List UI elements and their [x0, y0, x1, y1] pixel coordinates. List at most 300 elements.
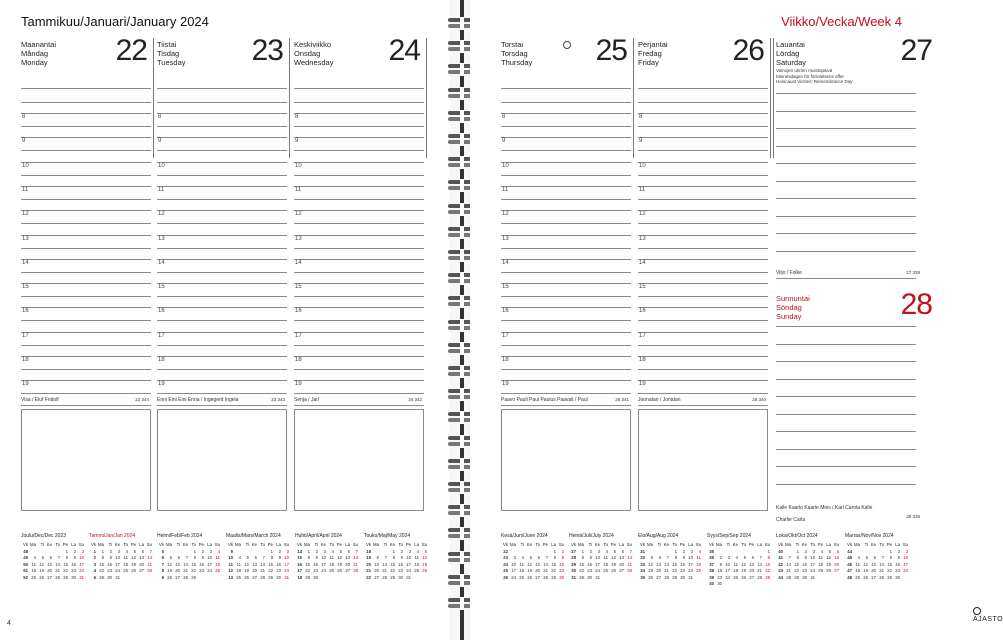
calendar-day: 8 — [307, 555, 310, 560]
week-number: 17 — [297, 568, 302, 573]
calendar-day: 8 — [65, 555, 68, 560]
calendar-day — [412, 575, 420, 582]
week-number: 38 — [709, 568, 714, 573]
half-hour-line — [157, 296, 287, 297]
week-number: 22 — [503, 548, 508, 554]
calendar-day: 11 — [818, 555, 823, 560]
calendar-day: 27 — [619, 568, 624, 573]
brand-logo-icon — [973, 607, 981, 615]
hour-label: 13 — [295, 235, 302, 242]
day-name: Sunday — [776, 312, 802, 321]
notes-box — [638, 409, 768, 511]
weekday-header: To — [398, 542, 403, 547]
calendar-day: 9 — [400, 555, 403, 560]
day-name: Lauantai — [776, 40, 805, 49]
hour-label: 16 — [639, 308, 646, 315]
hour-line — [294, 356, 424, 357]
calendar-day — [824, 575, 832, 582]
half-hour-line — [638, 296, 768, 297]
hour-line — [638, 356, 768, 357]
weekday-header: Su — [695, 542, 701, 547]
calendar-day: 16 — [587, 561, 592, 567]
day-column-sunday — [776, 288, 932, 523]
calendar-day: 7 — [759, 555, 762, 560]
hour-line — [21, 380, 151, 381]
calendar-day: 2 — [315, 548, 318, 554]
calendar-day: 21 — [55, 568, 60, 573]
calendar-day: 1 — [65, 548, 68, 554]
week-number: 8 — [161, 568, 164, 573]
mini-calendar-grid — [21, 542, 85, 581]
calendar-day: 8 — [193, 555, 196, 560]
calendar-day: 19 — [131, 561, 136, 567]
calendar-day: 9 — [109, 555, 112, 560]
day-name: Perjantai — [638, 40, 668, 49]
ring-hole — [460, 272, 464, 285]
week-number: 46 — [847, 561, 852, 567]
holiday-note: Vainojen uhrien muistopäivä — [776, 68, 833, 73]
mini-calendar-grid — [89, 542, 153, 581]
calendar-day: 17 — [207, 561, 212, 567]
calendar-day: 28 — [879, 574, 884, 580]
calendar-day — [694, 575, 702, 582]
day-names — [501, 40, 532, 67]
calendar-day: 27 — [656, 574, 661, 580]
hour-line — [21, 137, 151, 138]
hour-line — [157, 235, 287, 236]
calendar-day: 23 — [276, 568, 281, 573]
hour-label: 11 — [295, 186, 302, 193]
calendar-day: 2 — [73, 548, 76, 554]
weekday-header: Ti — [520, 542, 524, 547]
mini-calendar-title: Joulu/Dec/Dec 2023 — [21, 533, 67, 539]
calendar-day: 26 — [337, 568, 342, 573]
calendar-day: 29 — [305, 574, 310, 580]
weekday-header: Ma — [235, 542, 241, 547]
weekday-header: Ma — [304, 542, 310, 547]
mini-calendar — [364, 533, 428, 581]
calendar-day: 18 — [414, 561, 419, 567]
calendar-day: 3 — [727, 555, 730, 560]
calendar-day: 6 — [658, 555, 661, 560]
half-hour-line — [157, 345, 287, 346]
calendar-day: 17 — [595, 561, 600, 567]
weekday-header: Vk — [22, 542, 28, 547]
calendar-day: 4 — [605, 548, 608, 554]
weekday-header: Su — [764, 542, 770, 547]
day-header — [294, 34, 424, 80]
hour-line — [294, 283, 424, 284]
day-column — [157, 34, 287, 528]
hour-line — [294, 137, 424, 138]
calendar-day: 21 — [382, 568, 387, 573]
half-hour-line — [501, 199, 631, 200]
weekday-header: Pe — [267, 542, 273, 547]
calendar-day: 25 — [414, 568, 419, 573]
calendar-day: 16 — [199, 561, 204, 567]
calendar-day: 9 — [589, 555, 592, 560]
half-hour-line — [638, 345, 768, 346]
week-number: 33 — [640, 561, 645, 567]
calendar-day: 22 — [672, 568, 677, 573]
weekday-header: Ti — [314, 542, 318, 547]
day-names — [157, 40, 186, 67]
calendar-day: 31 — [810, 574, 815, 580]
calendar-day: 24 — [810, 568, 815, 573]
calendar-day: 6 — [141, 548, 144, 554]
ring-hole — [460, 179, 464, 192]
calendar-day: 13 — [619, 555, 624, 560]
hour-label: 13 — [22, 235, 29, 242]
calendar-day: 17 — [321, 561, 326, 567]
day-column — [501, 34, 631, 528]
calendar-day: 31 — [688, 574, 693, 580]
half-hour-line — [21, 175, 151, 176]
hour-line — [157, 283, 287, 284]
calendar-day: 4 — [698, 548, 701, 554]
calendar-day: 29 — [551, 574, 556, 580]
day-header — [157, 34, 287, 80]
calendar-day: 22 — [887, 568, 892, 573]
calendar-day — [609, 575, 617, 582]
hour-line — [157, 332, 287, 333]
ring-hole — [460, 342, 464, 355]
weekday-header: Pe — [817, 542, 823, 547]
hour-label: 15 — [22, 284, 29, 291]
weekday-header: Ke — [114, 542, 120, 547]
writing-line — [776, 163, 916, 164]
calendar-day: 25 — [818, 568, 823, 573]
half-hour-line — [21, 345, 151, 346]
weekday-header: Vk — [227, 542, 233, 547]
calendar-day: 5 — [865, 555, 868, 560]
calendar-day: 27 — [175, 574, 180, 580]
hour-line — [157, 356, 287, 357]
hour-label: 9 — [295, 138, 299, 145]
calendar-day: 21 — [664, 568, 669, 573]
calendar-day: 1 — [553, 548, 556, 554]
calendar-day: 4 — [521, 555, 524, 560]
half-hour-line — [157, 320, 287, 321]
calendar-day: 21 — [627, 561, 632, 567]
calendar-day: 7 — [666, 555, 669, 560]
column-divider — [773, 38, 774, 158]
weekday-header: Ke — [46, 542, 52, 547]
calendar-day: 15 — [63, 561, 68, 567]
hour-label: 18 — [502, 357, 509, 363]
weekday-header: Ti — [245, 542, 249, 547]
writing-line — [776, 344, 916, 345]
calendar-day: 22 — [765, 568, 770, 573]
calendar-day: 9 — [804, 555, 807, 560]
calendar-day: 27 — [749, 574, 754, 580]
day-name: Maanantai — [21, 40, 57, 49]
calendar-day: 8 — [581, 555, 584, 560]
calendar-day: 30 — [680, 574, 685, 580]
calendar-day — [335, 575, 343, 582]
calendar-day: 25 — [733, 574, 738, 580]
calendar-day: 6 — [537, 555, 540, 560]
week-number: 22 — [366, 574, 371, 580]
writing-line — [638, 88, 768, 89]
calendar-day: 20 — [47, 568, 52, 573]
calendar-day: 15 — [887, 561, 892, 567]
calendar-day: 9 — [719, 561, 722, 567]
week-number: 20 — [366, 561, 371, 567]
calendar-day: 15 — [305, 561, 310, 567]
calendar-day — [420, 575, 428, 582]
hour-line — [501, 186, 631, 187]
mini-calendar-grid — [707, 542, 771, 588]
mini-calendar — [295, 533, 359, 581]
calendar-day: 25 — [855, 574, 860, 580]
calendar-day: 21 — [757, 568, 762, 573]
calendar-day: 24 — [903, 568, 908, 573]
weekday-header: Su — [214, 542, 220, 547]
calendar-day: 19 — [611, 561, 616, 567]
calendar-day: 20 — [535, 568, 540, 573]
weekday-header: Ma — [578, 542, 584, 547]
day-name: Tisdag — [157, 49, 180, 58]
calendar-day: 20 — [749, 568, 754, 573]
calendar-day: 19 — [244, 568, 249, 573]
calendar-day: 16 — [559, 561, 564, 567]
mini-calendar — [21, 533, 85, 581]
half-hour-line — [157, 223, 287, 224]
calendar-day: 7 — [881, 555, 884, 560]
name-days: Viljo / Folke — [776, 270, 802, 276]
weekday-header: La — [414, 542, 419, 547]
calendar-day: 26 — [611, 568, 616, 573]
calendar-day: 10 — [810, 555, 815, 560]
calendar-day: 27 — [252, 574, 257, 580]
calendar-day: 20 — [656, 568, 661, 573]
calendar-day — [205, 575, 213, 582]
hour-label: 12 — [158, 211, 165, 218]
weekday-header: Ti — [176, 542, 180, 547]
week-number: 39 — [709, 574, 714, 580]
weekday-header: La — [276, 542, 281, 547]
calendar-day: 1 — [889, 548, 892, 554]
calendar-day: 5 — [828, 548, 831, 554]
calendar-day: 27 — [374, 574, 379, 580]
day-header — [21, 34, 151, 80]
mini-calendar-grid — [501, 542, 565, 581]
week-number: 52 — [23, 574, 28, 580]
weekday-header: To — [603, 542, 608, 547]
weekday-header: La — [139, 542, 144, 547]
day-number: 22 — [115, 34, 147, 67]
calendar-day: 4 — [735, 555, 738, 560]
weekday-header: Vk — [158, 542, 164, 547]
calendar-day: 18 — [696, 561, 701, 567]
writing-line — [776, 146, 916, 147]
calendar-day: 19 — [167, 568, 172, 573]
mini-calendar-title: Maalis/Mars/March 2024 — [226, 533, 281, 539]
calendar-day: 28 — [664, 574, 669, 580]
weekday-header: Pe — [610, 542, 616, 547]
hour-label: 18 — [158, 357, 165, 363]
mini-calendar-grid — [638, 542, 702, 581]
calendar-day — [121, 575, 129, 582]
calendar-day: 14 — [757, 561, 762, 567]
moon-phase-icon — [563, 41, 571, 49]
calendar-day: 25 — [696, 568, 701, 573]
weekday-header: Ti — [657, 542, 661, 547]
calendar-day: 26 — [167, 574, 172, 580]
calendar-day: 29 — [887, 574, 892, 580]
week-number: 15 — [297, 555, 302, 560]
hour-label: 11 — [639, 186, 646, 193]
calendar-day: 22 — [390, 568, 395, 573]
writing-line — [776, 449, 916, 450]
weekday-header: Pe — [405, 542, 411, 547]
writing-line — [776, 198, 916, 199]
week-number: 13 — [228, 574, 233, 580]
weekday-header: Su — [146, 542, 152, 547]
week-number: 12 — [228, 568, 233, 573]
week-number: 10 — [228, 555, 233, 560]
weekday-header: Ma — [785, 542, 791, 547]
half-hour-line — [501, 126, 631, 127]
day-of-year: 22 344 — [135, 396, 149, 402]
day-name: Fredag — [638, 49, 662, 58]
calendar-day: 19 — [527, 568, 532, 573]
weekday-header: La — [826, 542, 831, 547]
week-number: 23 — [503, 555, 508, 560]
week-number: 32 — [640, 555, 645, 560]
hour-line — [21, 210, 151, 211]
weekday-header: Ti — [795, 542, 799, 547]
notes-box — [294, 409, 424, 511]
calendar-day: 14 — [147, 555, 152, 560]
calendar-day: 3 — [323, 548, 326, 554]
hour-label: 9 — [22, 138, 26, 145]
calendar-day: 3 — [513, 555, 516, 560]
calendar-day: 5 — [41, 555, 44, 560]
notes-box — [21, 409, 151, 511]
calendar-day: 29 — [794, 574, 799, 580]
calendar-day: 12 — [527, 561, 532, 567]
hour-label: 19 — [158, 381, 165, 388]
calendar-day: 24 — [595, 568, 600, 573]
calendar-day: 10 — [725, 561, 730, 567]
weekday-header: Pe — [198, 542, 204, 547]
hour-line — [21, 283, 151, 284]
calendar-day: 12 — [741, 561, 746, 567]
calendar-day: 12 — [611, 555, 616, 560]
calendar-day: 10 — [595, 555, 600, 560]
weekday-header: Vk — [90, 542, 96, 547]
calendar-day: 20 — [252, 568, 257, 573]
hour-line — [294, 235, 424, 236]
day-name: Sunnuntai — [776, 294, 810, 303]
mini-calendar-grid — [569, 542, 633, 581]
week-number: 16 — [297, 561, 302, 567]
day-of-year: 27 339 — [906, 270, 920, 275]
ring-hole — [460, 110, 464, 123]
day-name: Wednesday — [294, 58, 334, 67]
calendar-day: 29 — [579, 574, 584, 580]
hour-label: 18 — [639, 357, 646, 363]
hour-label: 19 — [639, 381, 646, 388]
day-name: Söndag — [776, 303, 802, 312]
hour-line — [638, 332, 768, 333]
calendar-day — [351, 575, 359, 582]
calendar-day: 22 — [305, 568, 310, 573]
name-days: Visa / Eluf Fridolf — [21, 396, 59, 403]
calendar-day: 1 — [674, 548, 677, 554]
day-name: Monday — [21, 58, 48, 67]
hour-label: 19 — [22, 381, 29, 388]
weekday-header: La — [688, 542, 693, 547]
mini-calendar-title: Loka/Okt/Oct 2024 — [776, 533, 818, 539]
calendar-day: 22 — [268, 568, 273, 573]
weekday-header: To — [191, 542, 196, 547]
bottom-line — [21, 405, 151, 406]
writing-line — [776, 396, 916, 397]
week-number: 11 — [228, 561, 233, 567]
writing-line — [501, 88, 631, 89]
calendar-day — [747, 581, 755, 588]
calendar-day: 6 — [177, 555, 180, 560]
week-number: 24 — [503, 561, 508, 567]
calendar-day: 3 — [117, 548, 120, 554]
ring-hole — [460, 87, 464, 100]
half-hour-line — [294, 248, 424, 249]
half-hour-line — [21, 393, 151, 394]
calendar-day — [343, 575, 351, 582]
weekday-header: Pe — [542, 542, 548, 547]
day-name: Lördag — [776, 49, 800, 58]
calendar-day: 10 — [903, 555, 908, 560]
calendar-day: 2 — [682, 548, 685, 554]
half-hour-line — [501, 296, 631, 297]
calendar-day: 18 — [818, 561, 823, 567]
calendar-day: 30 — [559, 574, 564, 580]
calendar-day: 3 — [690, 548, 693, 554]
week-number: 19 — [366, 555, 371, 560]
notes-box — [501, 409, 631, 511]
calendar-day: 30 — [802, 574, 807, 580]
calendar-day: 22 — [579, 568, 584, 573]
mini-calendar-grid — [226, 542, 290, 581]
week-number: 44 — [847, 548, 852, 554]
half-hour-line — [157, 126, 287, 127]
writing-line — [776, 181, 916, 182]
calendar-day: 18 — [603, 561, 608, 567]
hour-line — [501, 259, 631, 260]
calendar-day: 24 — [79, 568, 84, 573]
hour-line — [501, 283, 631, 284]
hour-label: 17 — [502, 332, 509, 339]
calendar-day: 4 — [125, 548, 128, 554]
calendar-day — [739, 581, 747, 588]
calendar-day: 30 — [313, 574, 318, 580]
week-number: 9 — [161, 574, 164, 580]
week-number: 47 — [847, 568, 852, 573]
calendar-day: 1 — [193, 548, 196, 554]
calendar-day: 5 — [133, 548, 136, 554]
calendar-day: 11 — [329, 555, 334, 560]
hour-line — [21, 307, 151, 308]
calendar-day: 12 — [863, 561, 868, 567]
calendar-day: 30 — [398, 574, 403, 580]
calendar-day: 25 — [31, 574, 36, 580]
calendar-day: 23 — [71, 568, 76, 573]
hour-label: 15 — [158, 284, 165, 291]
hour-label: 15 — [639, 284, 646, 291]
